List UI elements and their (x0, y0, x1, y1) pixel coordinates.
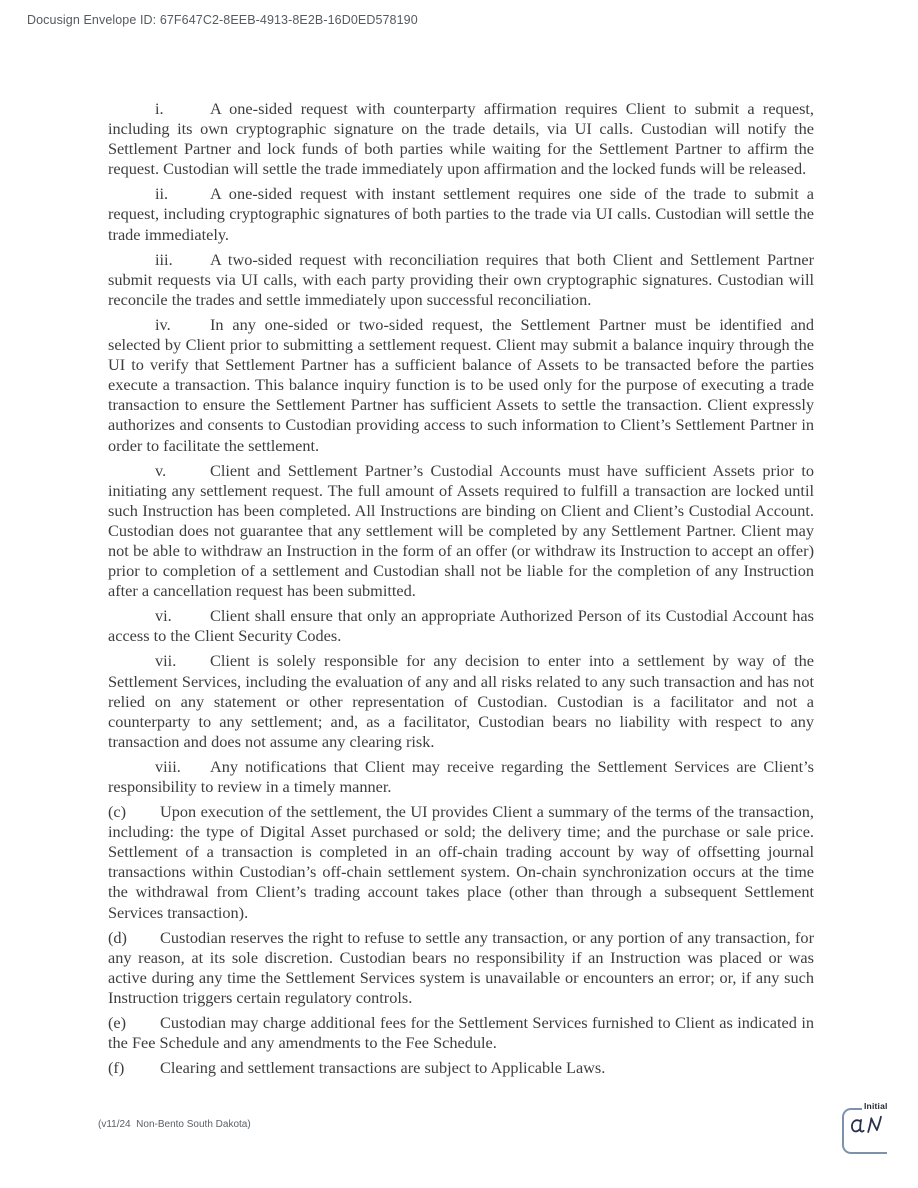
clause-d (108, 928, 814, 1008)
list-marker-v: v. (155, 460, 167, 480)
document-body (108, 99, 814, 1083)
list-marker-vii: vii. (155, 651, 177, 671)
clause-vi-text: Client shall ensure that only an appropriate Authorized Person of its Custodial Account has access to the Client Security Codes. (108, 606, 814, 646)
list-marker-f: (f) (108, 1058, 125, 1078)
clause-vii (108, 651, 814, 751)
clause-f (108, 1058, 814, 1078)
clause-viii (108, 757, 814, 797)
clause-d-text: Custodian reserves the right to refuse to settle any transaction, or any portion of any transaction, for any reason, at its sole discretion. Custodian bears no responsibility if an Instruction was placed or was active during any time the Settlement Services system is unavailable or encounters an error; or, if any such Instruction triggers certain regulatory controls. (108, 927, 814, 1007)
list-marker-iv: iv. (155, 314, 171, 334)
clause-vii-text: Client is solely responsible for any decision to enter into a settlement by way of the Settlement Services, including the evaluation of any and all risks related to any such transaction and has not relied on any statement or other representation of Custodian. Custodian is a facilitator and not a counterparty to any settlement; and, as a facilitator, Custodian bears no liability with respect to any transaction and does not assume any clearing risk. (108, 651, 814, 751)
clause-ii (108, 184, 814, 244)
clause-v-text: Client and Settlement Partner’s Custodial Accounts must have sufficient Assets prior to initiating any settlement request. The full amount of Assets required to fulfill a transaction are locked until such Instruction has been completed. All Instructions are binding on Client and Client’s Custodial Account. Custodian does not guarantee that any settlement will be completed by any Settlement Partner. Client may not be able to withdraw an Instruction in the form of an offer (or withdraw its Instruction to accept an offer) prior to completion of a settlement and Custodian shall not be liable for the completion of any Instruction after a cancellation request has been submitted. (108, 460, 814, 601)
list-marker-vi: vi. (155, 606, 172, 626)
list-marker-iii: iii. (155, 249, 173, 269)
clause-c (108, 802, 814, 923)
list-marker-d: (d) (108, 927, 127, 947)
clause-iv-text: In any one-sided or two-sided request, the Settlement Partner must be identified and selected by Client prior to submitting a settlement request. Client may submit a balance inquiry through the UI to verify that Settlement Partner has a sufficient balance of Assets to be transacted before the parties execute a transaction. This balance inquiry function is to be used only for the purpose of executing a trade transaction to ensure the Settlement Partner has sufficient Assets to settle the transaction. Client expressly authorizes and consents to Custodian providing access to such information to Client’s Settlement Partner in order to facilitate the settlement. (108, 314, 814, 455)
clause-e-text: Custodian may charge additional fees for the Settlement Services furnished to Client as indicated in the Fee Schedule and any amendments to the Fee Schedule. (108, 1013, 814, 1053)
clause-viii-text: Any notifications that Client may receive regarding the Settlement Services are Client’s responsibility to review in a timely manner. (108, 756, 814, 796)
clause-iv (108, 315, 814, 456)
clause-v (108, 461, 814, 602)
clause-i (108, 99, 814, 179)
clause-ii-text: A one-sided request with instant settlement requires one side of the trade to submit a request, including cryptographic signatures of both parties to the trade via UI calls. Custodian will settle the trade immediately. (108, 184, 814, 244)
docusign-envelope-id: Docusign Envelope ID: 67F647C2-8EEB-4913-8E2B-16D0ED578190 (27, 13, 418, 27)
list-marker-viii: viii. (155, 756, 181, 776)
clause-c-text: Upon execution of the settlement, the UI provides Client a summary of the terms of the transaction, including: the type of Digital Asset purchased or sold; the delivery time; and the purchase or sale price. Settlement of a transaction is completed in an off-chain trading account by way of offsetting journal transactions within Custodian’s off-chain settlement system. On-chain synchronization occurs at the time the withdrawal from Client’s trading account takes place (other than through a subsequent Settlement Services transaction). (108, 802, 814, 922)
handwritten-initials (849, 1112, 887, 1144)
list-marker-ii: ii. (155, 184, 169, 204)
initial-field[interactable] (842, 1100, 918, 1170)
clause-f-text: Clearing and settlement transactions are subject to Applicable Laws. (160, 1058, 606, 1078)
clause-vi (108, 606, 814, 646)
clause-e (108, 1013, 814, 1053)
initial-field-label: Initial (864, 1101, 888, 1111)
list-marker-i: i. (155, 99, 164, 118)
clause-iii-text: A two-sided request with reconciliation requires that both Client and Settlement Partner submit requests via UI calls, with each party providing their own cryptographic signatures. Custodian will reconcile the trades and settle immediately upon successful reconciliation. (108, 249, 814, 309)
list-marker-c: (c) (108, 802, 127, 822)
version-footnote: (v11/24 Non-Bento South Dakota) (98, 1119, 251, 1130)
clause-i-text: A one-sided request with counterparty affirmation requires Client to submit a request, including its own cryptographic signature on the trade details, via UI calls. Custodian will notify the Settlement Partner and lock funds of both parties while waiting for the Settlement Partner to affirm the request. Custodian will settle the trade immediately upon affirmation and the locked funds will be released. (108, 99, 814, 179)
clause-iii (108, 250, 814, 310)
list-marker-e: (e) (108, 1013, 127, 1033)
